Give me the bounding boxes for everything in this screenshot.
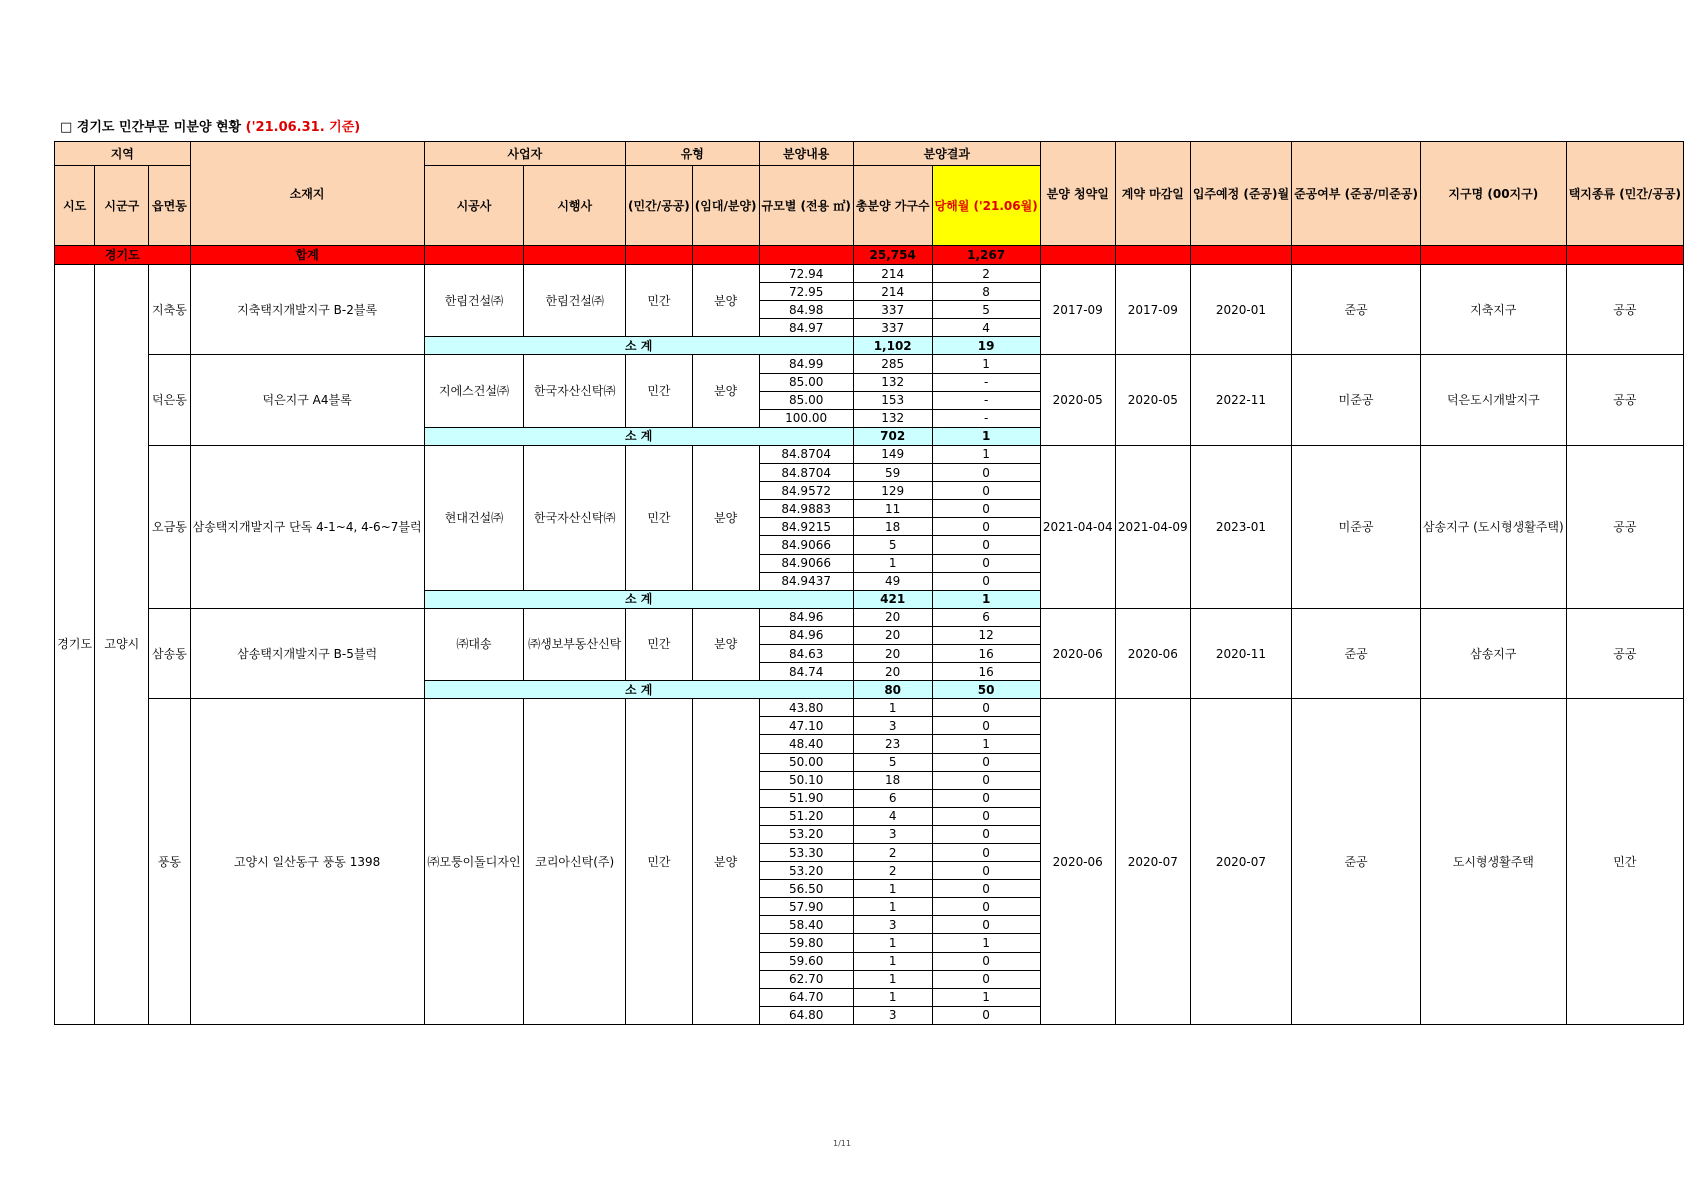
units-cell: 2 [853, 844, 932, 862]
location-cell: 지축택지개발지구 B-2블록 [190, 265, 424, 355]
units-cell: 59 [853, 464, 932, 482]
size-cell: 85.00 [759, 391, 853, 409]
size-cell: 84.74 [759, 663, 853, 681]
move-in-cell: 2020-07 [1190, 699, 1291, 1025]
location-cell: 삼송택지개발지구 단독 4-1~4, 4-6~7블럭 [190, 445, 424, 608]
units-cell: 18 [853, 518, 932, 536]
units-cell: 11 [853, 500, 932, 518]
builder-cell: 한림건설㈜ [424, 265, 524, 337]
month-cell: 0 [932, 554, 1040, 572]
size-cell: 43.80 [759, 699, 853, 717]
type-rent-cell: 분양 [692, 699, 759, 1025]
header-region: 지역 [55, 142, 191, 166]
header-developer: 시행사 [524, 166, 626, 246]
sigungu-cell: 고양시 [95, 265, 149, 1025]
page-title [60, 116, 360, 135]
subtotal-month: 50 [932, 681, 1040, 699]
month-cell: 16 [932, 663, 1040, 681]
subtotal-label: 소 계 [424, 590, 853, 608]
total-label: 합계 [190, 246, 424, 265]
header-district: 지구명 (00지구) [1420, 142, 1566, 246]
month-cell: 0 [932, 464, 1040, 482]
size-cell: 84.9066 [759, 536, 853, 554]
month-cell: 0 [932, 500, 1040, 518]
header-completed: 준공여부 (준공/미준공) [1292, 142, 1421, 246]
land-cell: 민간 [1566, 699, 1683, 1025]
builder-cell: 현대건설㈜ [424, 445, 524, 590]
land-cell: 공공 [1566, 445, 1683, 608]
size-cell: 59.80 [759, 934, 853, 952]
month-cell: 0 [932, 536, 1040, 554]
units-cell: 1 [853, 934, 932, 952]
type-private-cell: 민간 [626, 265, 693, 337]
sub-date-cell: 2020-06 [1040, 608, 1115, 698]
size-cell: 84.63 [759, 644, 853, 662]
completed-cell: 준공 [1292, 699, 1421, 1025]
land-cell: 공공 [1566, 608, 1683, 698]
size-cell: 51.90 [759, 789, 853, 807]
completed-cell: 준공 [1292, 265, 1421, 355]
dong-cell: 덕은동 [149, 355, 190, 445]
units-cell: 23 [853, 735, 932, 753]
month-cell: 0 [932, 880, 1040, 898]
header-total-units: 총분양 가구수 [853, 166, 932, 246]
units-cell: 3 [853, 916, 932, 934]
units-cell: 3 [853, 1006, 932, 1024]
developer-cell: ㈜생보부동산신탁 [524, 608, 626, 680]
month-cell: 0 [932, 952, 1040, 970]
size-cell: 56.50 [759, 880, 853, 898]
month-cell: 1 [932, 445, 1040, 463]
sub-date-cell: 2020-05 [1040, 355, 1115, 445]
month-cell: 0 [932, 825, 1040, 843]
units-cell: 18 [853, 771, 932, 789]
subtotal-label: 소 계 [424, 681, 853, 699]
size-cell: 84.8704 [759, 445, 853, 463]
units-cell: 149 [853, 445, 932, 463]
contract-cell: 2017-09 [1115, 265, 1190, 355]
header-month: 당해월 ('21.06월) [932, 166, 1040, 246]
builder-cell: 지에스건설㈜ [424, 355, 524, 427]
units-cell: 153 [853, 391, 932, 409]
units-cell: 20 [853, 626, 932, 644]
month-cell: 12 [932, 626, 1040, 644]
dong-cell: 삼송동 [149, 608, 190, 698]
month-cell: - [932, 409, 1040, 427]
completed-cell: 미준공 [1292, 445, 1421, 608]
sub-date-cell: 2017-09 [1040, 265, 1115, 355]
units-cell: 1 [853, 988, 932, 1006]
developer-cell: 한국자산신탁㈜ [524, 445, 626, 590]
contract-cell: 2020-06 [1115, 608, 1190, 698]
month-cell: 0 [932, 898, 1040, 916]
builder-cell: ㈜대송 [424, 608, 524, 680]
table-row [55, 355, 1684, 373]
size-cell: 64.70 [759, 988, 853, 1006]
units-cell: 1 [853, 952, 932, 970]
size-cell: 72.94 [759, 265, 853, 283]
units-cell: 49 [853, 572, 932, 590]
month-cell: 1 [932, 988, 1040, 1006]
month-cell: - [932, 373, 1040, 391]
units-cell: 337 [853, 301, 932, 319]
move-in-cell: 2020-01 [1190, 265, 1291, 355]
size-cell: 84.9215 [759, 518, 853, 536]
dong-cell: 풍동 [149, 699, 190, 1025]
size-cell: 58.40 [759, 916, 853, 934]
header-size: 규모별 (전용 ㎡) [759, 166, 853, 246]
header-type: 유형 [626, 142, 759, 166]
type-rent-cell: 분양 [692, 608, 759, 680]
month-cell: 0 [932, 970, 1040, 988]
size-cell: 64.80 [759, 1006, 853, 1024]
header-sub-date: 분양 청약일 [1040, 142, 1115, 246]
units-cell: 129 [853, 482, 932, 500]
month-cell: 0 [932, 1006, 1040, 1024]
district-cell: 삼송지구 (도시형생활주택) [1420, 445, 1566, 608]
size-cell: 84.96 [759, 626, 853, 644]
units-cell: 1 [853, 554, 932, 572]
header-sale-content: 분양내용 [759, 142, 853, 166]
subtotal-month: 1 [932, 590, 1040, 608]
subtotal-month: 1 [932, 427, 1040, 445]
completed-cell: 준공 [1292, 608, 1421, 698]
header-builder: 시공사 [424, 166, 524, 246]
size-cell: 53.20 [759, 862, 853, 880]
size-cell: 85.00 [759, 373, 853, 391]
size-cell: 84.96 [759, 608, 853, 626]
dong-cell: 지축동 [149, 265, 190, 355]
month-cell: 0 [932, 807, 1040, 825]
contract-cell: 2020-07 [1115, 699, 1190, 1025]
units-cell: 4 [853, 807, 932, 825]
month-cell: 5 [932, 301, 1040, 319]
table-row [55, 265, 1684, 283]
size-cell: 57.90 [759, 898, 853, 916]
size-cell: 50.10 [759, 771, 853, 789]
month-cell: 0 [932, 862, 1040, 880]
title-main: □ 경기도 민간부문 미분양 현황 [60, 120, 242, 135]
size-cell: 100.00 [759, 409, 853, 427]
size-cell: 84.99 [759, 355, 853, 373]
month-cell: 0 [932, 482, 1040, 500]
table-row [55, 445, 1684, 463]
units-cell: 1 [853, 970, 932, 988]
location-cell: 고양시 일산동구 풍동 1398 [190, 699, 424, 1025]
subtotal-units: 1,102 [853, 337, 932, 355]
subtotal-units: 702 [853, 427, 932, 445]
type-rent-cell: 분양 [692, 355, 759, 427]
district-cell: 덕은도시개발지구 [1420, 355, 1566, 445]
developer-cell: 한림건설㈜ [524, 265, 626, 337]
units-cell: 3 [853, 825, 932, 843]
total-units: 25,754 [853, 246, 932, 265]
land-cell: 공공 [1566, 265, 1683, 355]
units-cell: 5 [853, 753, 932, 771]
size-cell: 84.9572 [759, 482, 853, 500]
completed-cell: 미준공 [1292, 355, 1421, 445]
title-date: ('21.06.31. 기준) [245, 120, 361, 135]
month-cell: 0 [932, 844, 1040, 862]
size-cell: 48.40 [759, 735, 853, 753]
size-cell: 50.00 [759, 753, 853, 771]
size-cell: 59.60 [759, 952, 853, 970]
month-cell: 0 [932, 771, 1040, 789]
units-cell: 132 [853, 373, 932, 391]
size-cell: 62.70 [759, 970, 853, 988]
size-cell: 53.30 [759, 844, 853, 862]
contract-cell: 2020-05 [1115, 355, 1190, 445]
size-cell: 53.20 [759, 825, 853, 843]
units-cell: 20 [853, 663, 932, 681]
move-in-cell: 2020-11 [1190, 608, 1291, 698]
move-in-cell: 2023-01 [1190, 445, 1291, 608]
subtotal-units: 421 [853, 590, 932, 608]
units-cell: 337 [853, 319, 932, 337]
month-cell: 6 [932, 608, 1040, 626]
size-cell: 84.8704 [759, 464, 853, 482]
units-cell: 1 [853, 880, 932, 898]
month-cell: 0 [932, 717, 1040, 735]
month-cell: 1 [932, 735, 1040, 753]
contract-cell: 2021-04-09 [1115, 445, 1190, 608]
month-cell: 0 [932, 699, 1040, 717]
units-cell: 1 [853, 699, 932, 717]
unsold-housing-table [54, 141, 1684, 1025]
units-cell: 20 [853, 644, 932, 662]
type-private-cell: 민간 [626, 699, 693, 1025]
district-cell: 지축지구 [1420, 265, 1566, 355]
units-cell: 2 [853, 862, 932, 880]
units-cell: 132 [853, 409, 932, 427]
header-land: 택지종류 (민간/공공) [1566, 142, 1683, 246]
header-type-private: (민간/공공) [626, 166, 693, 246]
size-cell: 84.9437 [759, 572, 853, 590]
table-row [55, 608, 1684, 626]
month-cell: 0 [932, 753, 1040, 771]
district-cell: 삼송지구 [1420, 608, 1566, 698]
header-eup: 읍면동 [149, 166, 190, 246]
sub-date-cell: 2021-04-04 [1040, 445, 1115, 608]
type-rent-cell: 분양 [692, 265, 759, 337]
size-cell: 84.9883 [759, 500, 853, 518]
units-cell: 1 [853, 898, 932, 916]
subtotal-label: 소 계 [424, 337, 853, 355]
subtotal-month: 19 [932, 337, 1040, 355]
units-cell: 3 [853, 717, 932, 735]
units-cell: 214 [853, 283, 932, 301]
month-cell: 0 [932, 518, 1040, 536]
size-cell: 84.97 [759, 319, 853, 337]
sido-cell: 경기도 [55, 265, 95, 1025]
move-in-cell: 2022-11 [1190, 355, 1291, 445]
builder-cell: ㈜모퉁이돌디자인 [424, 699, 524, 1025]
size-cell: 72.95 [759, 283, 853, 301]
developer-cell: 한국자산신탁㈜ [524, 355, 626, 427]
header-type-rent: (임대/분양) [692, 166, 759, 246]
units-cell: 20 [853, 608, 932, 626]
location-cell: 덕은지구 A4블록 [190, 355, 424, 445]
month-cell: 1 [932, 355, 1040, 373]
total-region: 경기도 [55, 246, 191, 265]
month-cell: - [932, 391, 1040, 409]
total-month: 1,267 [932, 246, 1040, 265]
units-cell: 214 [853, 265, 932, 283]
header-location: 소재지 [190, 142, 424, 246]
units-cell: 5 [853, 536, 932, 554]
page-number: 1/11 [833, 1139, 851, 1148]
header-operator: 사업자 [424, 142, 625, 166]
month-cell: 0 [932, 572, 1040, 590]
size-cell: 84.9066 [759, 554, 853, 572]
month-cell: 0 [932, 916, 1040, 934]
size-cell: 47.10 [759, 717, 853, 735]
dong-cell: 오금동 [149, 445, 190, 608]
month-cell: 16 [932, 644, 1040, 662]
type-private-cell: 민간 [626, 355, 693, 427]
location-cell: 삼송택지개발지구 B-5블럭 [190, 608, 424, 698]
header-sale-result: 분양결과 [853, 142, 1040, 166]
month-cell: 1 [932, 934, 1040, 952]
type-private-cell: 민간 [626, 608, 693, 680]
land-cell: 공공 [1566, 355, 1683, 445]
size-cell: 84.98 [759, 301, 853, 319]
header-sigungu: 시군구 [95, 166, 149, 246]
units-cell: 285 [853, 355, 932, 373]
district-cell: 도시형생활주택 [1420, 699, 1566, 1025]
size-cell: 51.20 [759, 807, 853, 825]
header-contract: 계약 마감일 [1115, 142, 1190, 246]
type-rent-cell: 분양 [692, 445, 759, 590]
sub-date-cell: 2020-06 [1040, 699, 1115, 1025]
type-private-cell: 민간 [626, 445, 693, 590]
subtotal-units: 80 [853, 681, 932, 699]
developer-cell: 코리아신탁(주) [524, 699, 626, 1025]
table-row [55, 699, 1684, 717]
month-cell: 2 [932, 265, 1040, 283]
month-cell: 0 [932, 789, 1040, 807]
month-cell: 4 [932, 319, 1040, 337]
subtotal-label: 소 계 [424, 427, 853, 445]
header-move-in: 입주예정 (준공)월 [1190, 142, 1291, 246]
units-cell: 6 [853, 789, 932, 807]
total-row [55, 246, 1684, 265]
month-cell: 8 [932, 283, 1040, 301]
header-sido: 시도 [55, 166, 95, 246]
